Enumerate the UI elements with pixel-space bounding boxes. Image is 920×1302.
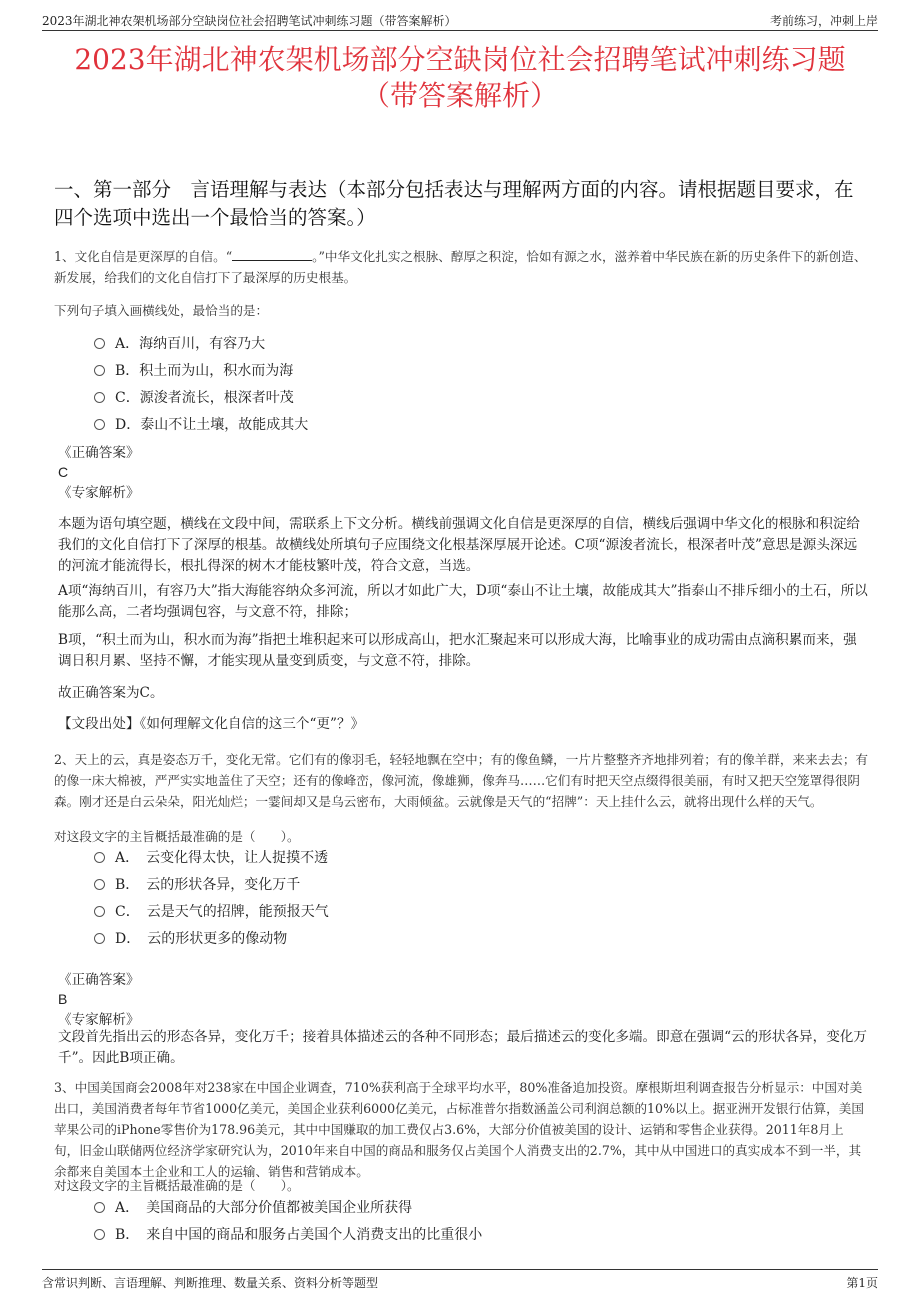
q1-analysis-p1: 本题为语句填空题，横线在文段中间，需联系上下文分析。横线前强调文化自信是更深厚的自信，横线后强调中华文化的根脉和积淀给我们的文化自信打下了深厚的根基。故横线处所填句子应围绕文化根基深厚展开论述。C项“源浚者流长，根深者叶茂”意思是源头深远的河流才能流得长，根扎得深的树木才能枝繁叶茂，符合文意，当选。 [58, 516, 861, 574]
q1-source: 【文段出处】《如何理解文化自信的这三个“更”？》 [58, 716, 365, 732]
q1-analysis-p4: 故正确答案为C。 [58, 685, 164, 701]
q3-prompt: 对这段文字的主旨概括最准确的是（ ）。 [54, 1178, 300, 1193]
title-line-1: 2023年湖北神农架机场部分空缺岗位社会招聘笔试冲刺练习题 [74, 43, 846, 76]
option-label: B． 来自中国的商品和服务占美国个人消费支出的比重很小 [115, 1227, 483, 1243]
document-title [40, 42, 880, 114]
q2-option-b[interactable] [94, 875, 300, 895]
page-header [42, 12, 878, 31]
q1-blank [232, 247, 312, 261]
header-slogan: 考前练习，冲刺上岸 [769, 14, 878, 28]
q1-analysis-label: 《专家解析》 [58, 485, 140, 501]
q2-analysis: 文段首先指出云的形态各异，变化万千；接着具体描述云的各种不同形态；最后描述云的变化多端。即意在强调“云的形状各异，变化万千”。因此B项正确。 [58, 1029, 867, 1066]
q1-stem [54, 246, 868, 288]
option-label: A． 云变化得太快，让人捉摸不透 [115, 850, 329, 866]
option-label: C． 云是天气的招牌，能预报天气 [115, 904, 329, 920]
q1-stem-end: 。”中华文化扎实之根脉、醇厚之积淀，恰如有源之水，滋养着中华民族在新的历史条件下的新创造、新发展，给我们的文化自信打下了最深厚的历史根基。 [54, 249, 867, 285]
option-label: B．积土而为山，积水而为海 [115, 363, 294, 379]
q1-option-b[interactable] [94, 361, 293, 381]
q2-prompt: 对这段文字的主旨概括最准确的是（ ）。 [54, 829, 300, 844]
section-heading: 一、第一部分 言语理解与表达（本部分包括表达与理解两方面的内容。请根据题目要求，在四个选项中选出一个最恰当的答案。） [54, 178, 854, 229]
q1-analysis-p2: A项“海纳百川，有容乃大”指大海能容纳众多河流，所以才如此广大，D项“泰山不让土壤，故能成其大”指泰山不排斥细小的土石，所以能那么高，二者均强调包容，与文意不符，排除； [58, 583, 868, 620]
title-line-2: （带答案解析） [361, 79, 558, 112]
q2-option-d[interactable] [94, 929, 287, 949]
option-label: D．泰山不让土壤，故能成其大 [115, 417, 309, 433]
q3-stem: 3、中国美国商会2008年对238家在中国企业调查，710%获利高于全球平均水平，80%准备追加投资。摩根斯坦利调查报告分析显示：中国对美出口，美国消费者每年节省1000亿美元，美国企业获利6000亿美元，占标准普尔指数涵盖公司利润总额的10%以上。据亚洲开发银行估算，美国苹果公司的iPhone零售价为178.96美元，其中中国赚取的加工费仅占3.6%，大部分价值被美国的设计、运销和零售企业获得。2011年8月上旬，旧金山联储两位经济学家研究认为，2010年来自中国的商品和服务仅占美国个人消费支出的2.7%，其中从中国进口的真实成本不到一半，其余都来自美国本土企业和工人的运输、销售和营销成本。 [54, 1080, 864, 1179]
page-footer [42, 1269, 878, 1291]
q1-stem-start: 1、文化自信是更深厚的自信。“ [54, 249, 233, 264]
radio-icon[interactable] [94, 338, 105, 349]
option-label: A． 美国商品的大部分价值都被美国企业所获得 [115, 1200, 413, 1216]
q1-answer: C [58, 464, 69, 480]
radio-icon[interactable] [94, 879, 105, 890]
radio-icon[interactable] [94, 419, 105, 430]
option-label: D． 云的形状更多的像动物 [115, 931, 288, 947]
option-label: A．海纳百川，有容乃大 [115, 336, 266, 352]
q1-analysis-p3: B项，“积土而为山，积水而为海”指把土堆积起来可以形成高山，把水汇聚起来可以形成大海，比喻事业的成功需由点滴积累而来，强调日积月累、坚持不懈，才能实现从量变到质变，与文意不符，排除。 [58, 632, 857, 669]
radio-icon[interactable] [94, 933, 105, 944]
q1-option-a[interactable] [94, 334, 265, 354]
q2-answer: B [58, 991, 68, 1007]
q1-option-d[interactable] [94, 415, 308, 435]
q2-analysis-label: 《专家解析》 [58, 1012, 140, 1028]
radio-icon[interactable] [94, 1202, 105, 1213]
footer-description: 含常识判断、言语理解、判断推理、数量关系、资料分析等题型 [42, 1276, 379, 1290]
q1-prompt: 下列句子填入画横线处，最恰当的是： [54, 303, 269, 318]
page-number: 第1页 [846, 1276, 878, 1290]
radio-icon[interactable] [94, 906, 105, 917]
header-doc-title: 2023年湖北神农架机场部分空缺岗位社会招聘笔试冲刺练习题（带答案解析） [42, 14, 457, 28]
q1-answer-label: 《正确答案》 [58, 445, 140, 461]
q2-option-c[interactable] [94, 902, 329, 922]
q3-option-a[interactable] [94, 1198, 412, 1218]
q1-option-c[interactable] [94, 388, 294, 408]
radio-icon[interactable] [94, 852, 105, 863]
option-label: C．源浚者流长，根深者叶茂 [115, 390, 294, 406]
option-label: B． 云的形状各异，变化万千 [115, 877, 301, 893]
radio-icon[interactable] [94, 392, 105, 403]
q2-option-a[interactable] [94, 848, 328, 868]
radio-icon[interactable] [94, 1229, 105, 1240]
q3-option-b[interactable] [94, 1225, 482, 1245]
q2-answer-label: 《正确答案》 [58, 972, 140, 988]
q2-stem: 2、天上的云，真是姿态万千，变化无常。它们有的像羽毛，轻轻地飘在空中；有的像鱼鳞，一片片整整齐齐地排列着；有的像羊群，来来去去；有的像一床大棉被，严严实实地盖住了天空；还有的像峰峦，像河流，像雄狮，像奔马……它们有时把天空点缀得很美丽，有时又把天空笼罩得很阴森。刚才还是白云朵朵，阳光灿烂；一霎间却又是乌云密布，大雨倾盆。云就像是天气的“招牌”：天上挂什么云，就将出现什么样的天气。 [54, 752, 869, 809]
radio-icon[interactable] [94, 365, 105, 376]
